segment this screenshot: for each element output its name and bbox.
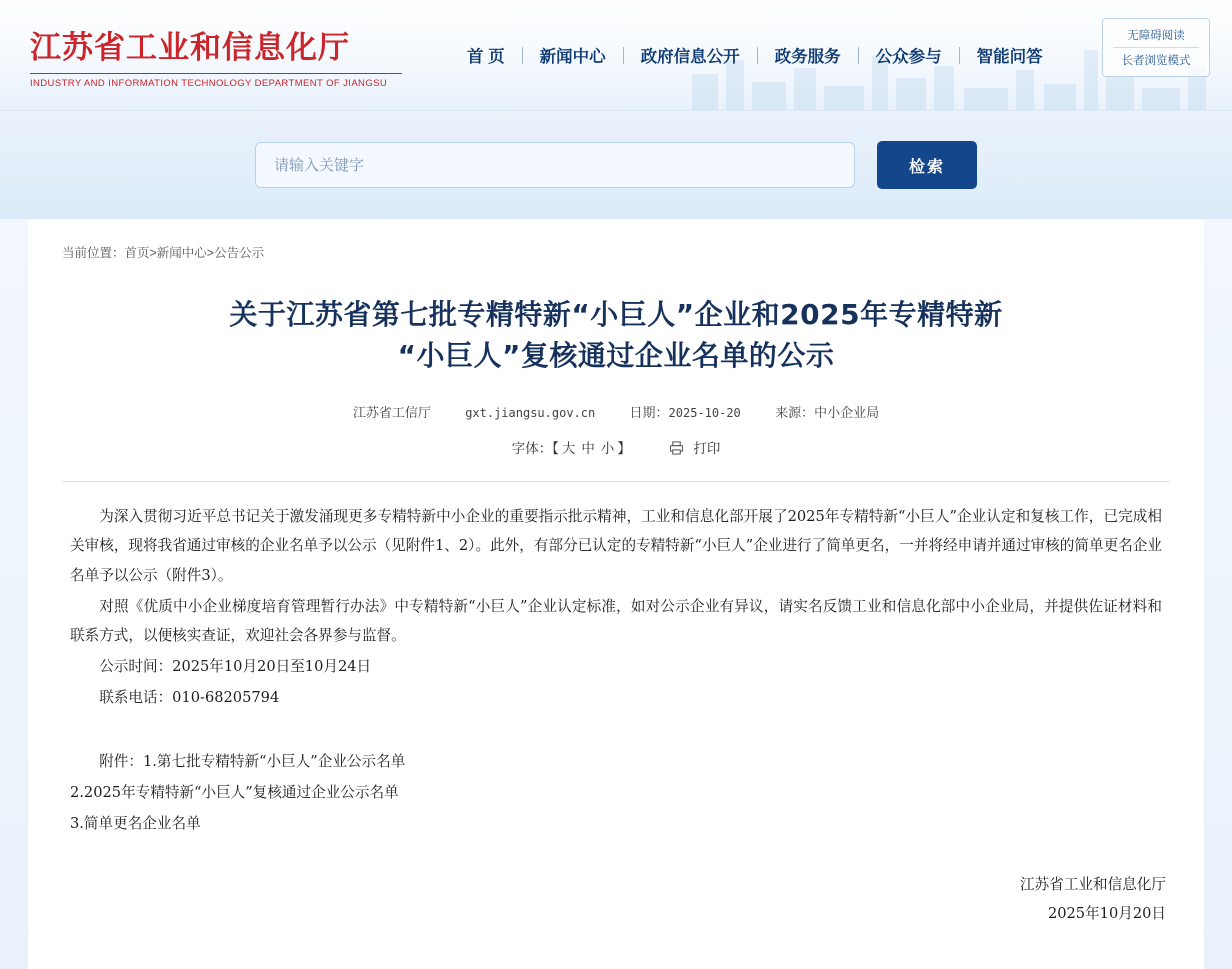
nav-item-public-participation[interactable]: 公众参与 — [875, 48, 942, 66]
print-button[interactable] — [669, 437, 720, 459]
signature-department: 江苏省工业和信息化厅 — [1020, 876, 1166, 894]
elder-browsing-mode-link[interactable]: 长者浏览模式 — [1121, 55, 1191, 67]
content-divider — [62, 481, 1170, 482]
printer-icon — [669, 441, 684, 459]
logo-title-cn: 江苏省工业和信息化厅 — [30, 29, 350, 66]
article-paragraph: 公示时间：2025年10月20日至10月24日 — [99, 658, 372, 676]
page-title — [98, 295, 1134, 376]
nav-item-news-center[interactable]: 新闻中心 — [539, 48, 606, 66]
article-paragraph: 对照《优质中小企业梯度培育管理暂行办法》中专精特新“小巨人”企业认定标准，如对公示企业有异议，请实名反馈工业和信息化部中小企业局，并提供佐证材料和联系方式，以便核实查证，欢迎社会各界参与监督。 — [70, 597, 1162, 644]
signature-date: 2025年10月20日 — [1047, 905, 1166, 923]
accessibility-reading-link[interactable]: 无障碍阅读 — [1127, 30, 1185, 42]
attachment-item[interactable]: 附件：1.第七批专精特新“小巨人”企业公示名单 — [99, 752, 406, 770]
attachment-item[interactable]: 3.简单更名企业名单 — [70, 814, 201, 832]
meta-date-value: 2025-10-20 — [668, 406, 741, 421]
font-size-small-button[interactable]: 小 — [600, 441, 615, 458]
meta-domain: gxt.jiangsu.gov.cn — [465, 406, 596, 421]
page-title-line1: 关于江苏省第七批专精特新“小巨人”企业和2025年专精特新 — [229, 298, 1003, 331]
font-size-medium-button[interactable]: 中 — [581, 441, 595, 458]
bracket-open: 【 — [552, 441, 559, 458]
logo-divider — [30, 73, 402, 74]
meta-department: 江苏省工信厅 — [352, 406, 431, 422]
breadcrumb[interactable]: 当前位置：首页>新闻中心>公告公示 — [62, 246, 265, 260]
nav-item-gov-services[interactable]: 政务服务 — [774, 48, 841, 66]
font-size-large-button[interactable]: 大 — [561, 441, 576, 458]
article-meta — [28, 402, 1204, 421]
bracket-close: 】 — [617, 441, 631, 458]
search-button[interactable]: 检索 — [877, 141, 977, 189]
font-size-label: 字体： — [511, 441, 553, 458]
main-navigation — [450, 43, 1060, 67]
page-background — [0, 219, 1232, 969]
site-header — [0, 0, 1232, 111]
meta-source-value: 中小企业局 — [814, 406, 880, 422]
article-card — [28, 219, 1204, 969]
search-input[interactable] — [255, 142, 855, 188]
search-band — [0, 111, 1232, 219]
signature-block — [28, 870, 1204, 928]
nav-item-home[interactable]: 首 页 — [467, 48, 505, 66]
attachment-item[interactable]: 2.2025年专精特新“小巨人”复核通过企业公示名单 — [70, 783, 399, 801]
article-tools — [28, 437, 1204, 459]
article-paragraph: 联系电话：010-68205794 — [99, 689, 280, 707]
attachment-list — [70, 747, 1162, 839]
accessibility-divider — [1113, 47, 1199, 48]
page-title-line2: “小巨人”复核通过企业名单的公示 — [397, 338, 835, 372]
print-label: 打印 — [693, 441, 721, 458]
site-logo[interactable] — [30, 22, 405, 89]
meta-date-label: 日期： — [629, 406, 669, 422]
meta-source-label: 来源： — [775, 406, 815, 422]
logo-title-en: INDUSTRY AND INFORMATION TECHNOLOGY DEPARTMENT OF JIANGSU — [30, 77, 388, 89]
article-body — [70, 502, 1162, 838]
nav-item-gov-info-disclosure[interactable]: 政府信息公开 — [640, 48, 740, 66]
nav-item-smart-qa[interactable]: 智能问答 — [976, 48, 1043, 66]
article-paragraph: 为深入贯彻习近平总书记关于激发涌现更多专精特新中小企业的重要指示批示精神，工业和信息化部开展了2025年专精特新“小巨人”企业认定和复核工作，已完成相关审核，现将我省通过审核的企业名单予以公示（见附件1、2）。此外，有部分已认定的专精特新“小巨人”企业进行了简单更名，一并将经申请并通过审核的简单更名企业名单予以公示（附件3）。 — [70, 508, 1162, 584]
accessibility-box — [1102, 18, 1210, 77]
